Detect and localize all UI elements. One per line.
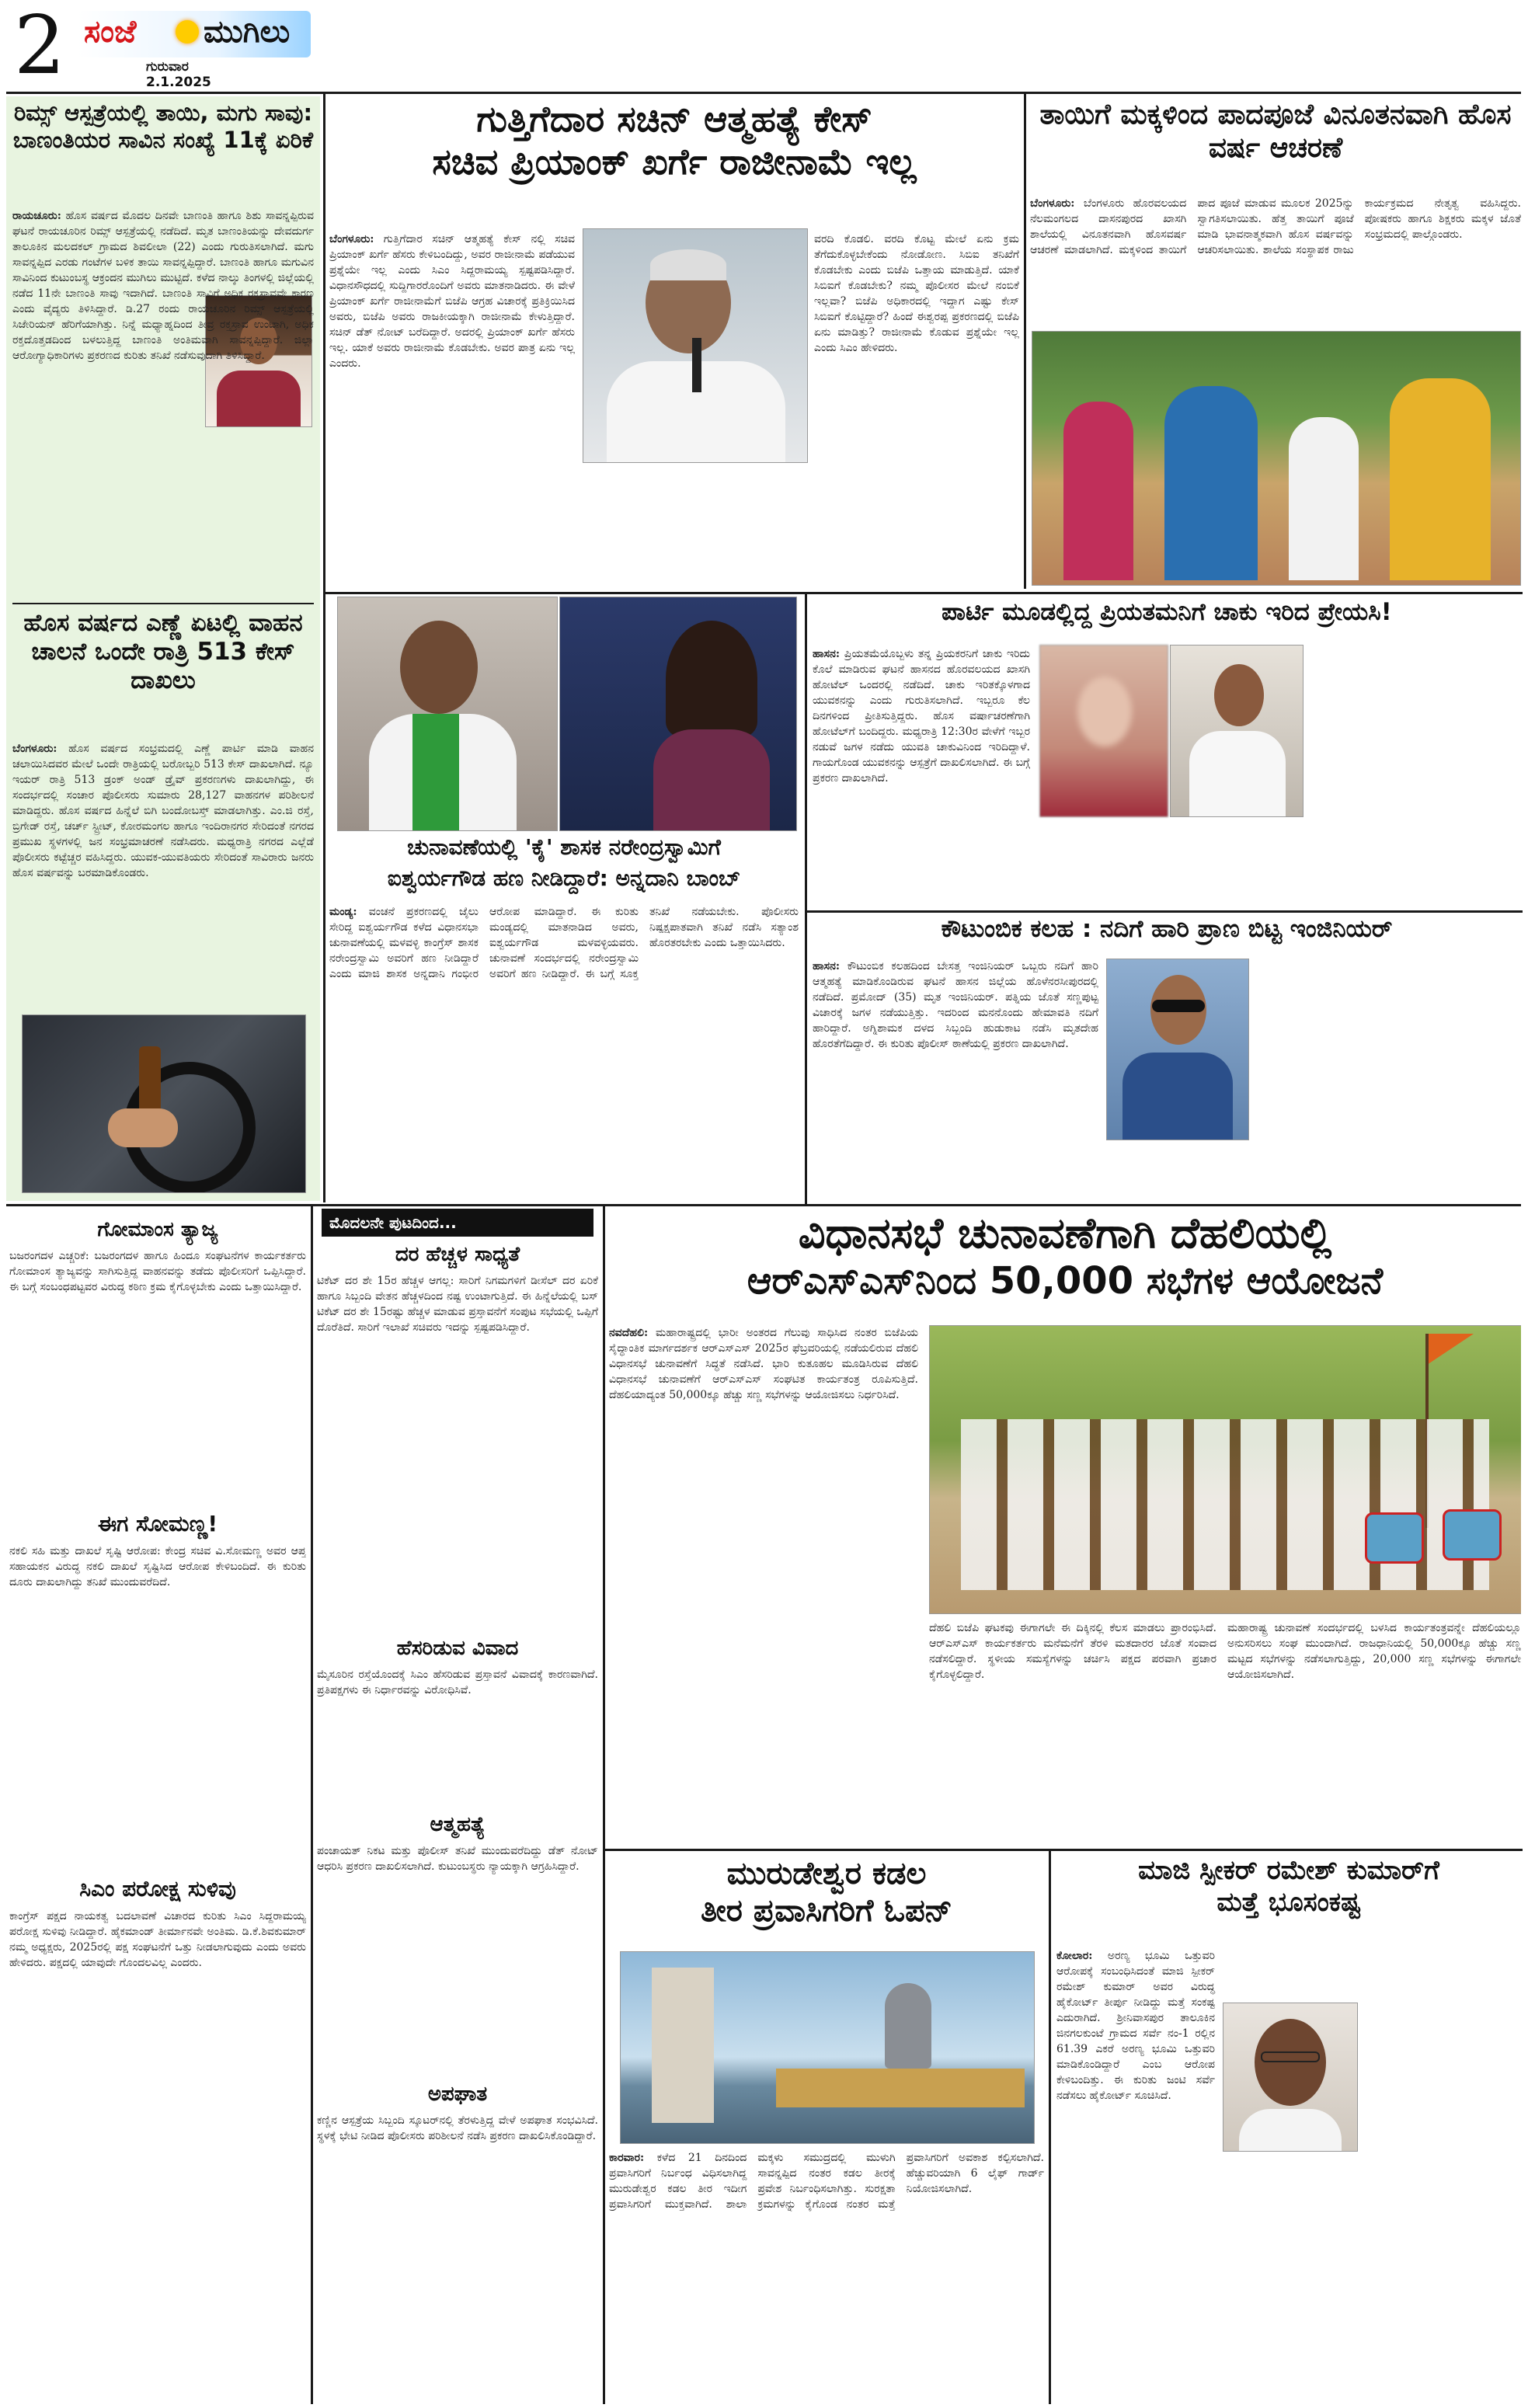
text-drink: ಹೊಸ ವರ್ಷದ ಸಂಭ್ರಮದಲ್ಲಿ ಎಣ್ಣೆ ಪಾರ್ಟಿ ಮಾಡಿ ವಾಹನ ಚಲಾಯಿಸಿದವರ ಮೇಲೆ ಒಂದೇ ರಾತ್ರಿಯಲ್ಲಿ ಬರೋಬ್ಬರಿ 513 ಕೇಸ್ ದಾಖಲಾಗಿದೆ. ನ್ಯೂ ಇಯರ್ ರಾತ್ರಿ 513 ಡ್ರಂಕ್ ಅಂಡ್ ಡ್ರೈವ್ ಪ್ರಕರಣಗಳು ದಾಖಲಾಗಿದ್ದು, ಈ ಸಂದರ್ಭದಲ್ಲಿ ಸಂಚಾರ ಪೊಲೀಸರು ಸುಮಾರು 28,127 ವಾಹನಗಳ ಪರಿಶೀಲನೆ ಮಾಡಿದ್ದರು. ಹೊಸ ವರ್ಷದ ಹಿನ್ನೆಲೆ ಬಿಗಿ ಬಂದೋಬಸ್ತ್ ಮಾಡಲಾಗಿತ್ತು. ಎಂ.ಜಿ ರಸ್ತೆ, ಬ್ರಿಗೇಡ್ ರಸ್ತೆ, ಚರ್ಚ್ ಸ್ಟ್ರೀಟ್, ಕೋರಮಂಗಲ ಹಾಗೂ ಇಂದಿರಾನಗರ ಸೇರಿದಂತೆ ನಗರದ ಪ್ರಮುಖ ಸ್ಥಳಗಳಲ್ಲಿ ಜನ ಸಂಭ್ರಮಾಚರಣೆ ನಡೆಸಿದರು. ಮಧ್ಯರಾತ್ರಿ ನಗರದ ಎಲ್ಲೆಡೆ ಪೊಲೀಸರು ಕಟ್ಟೆಚ್ಚರ ವಹಿಸಿದ್ದರು. ಯುವಕ-ಯುವತಿಯರು ಸೇರಿದಂತೆ ಸಾವಿರಾರು ಜನರು ಹೊಸ ವರ್ಷವನ್ನು ಬರಮಾಡಿಕೊಂಡರು. [12, 743, 314, 879]
rule-top [6, 92, 1521, 94]
hair-shape [666, 621, 757, 737]
body-ramesh [1056, 1948, 1215, 2404]
shirt-shape [1239, 2109, 1342, 2151]
story-engineer [813, 915, 1521, 1201]
dateline-sachin: ಬೆಂಗಳೂರು: [329, 233, 374, 245]
headline-murud-l2: ತೀರ ಪ್ರವಾಸಿಗರಿಗೆ ಓಪನ್ [701, 1893, 952, 1929]
body-ramesh-right [1364, 1948, 1521, 2404]
text-rss-left: ಮಹಾರಾಷ್ಟ್ರದಲ್ಲಿ ಭಾರೀ ಅಂತರದ ಗೆಲುವು ಸಾಧಿಸಿದ ನಂತರ ಬಿಜೆಪಿಯ ಸೈದ್ಧಾಂತಿಕ ಮಾರ್ಗದರ್ಶಕ ಆರ್‌ಎಸ್‌ಎಸ್ 2025ರ ಫೆಬ್ರವರಿಯಲ್ಲಿ ನಡೆಯಲಿರುವ ದೆಹಲಿ ವಿಧಾನಸಭೆ ಚುನಾವಣೆಗೆ ಸಿದ್ಧತೆ ನಡೆಸಿದೆ. ಭಾರಿ ಕುತೂಹಲ ಮೂಡಿಸಿರುವ ದೆಹಲಿ ವಿಧಾನಸಭೆ ಚುನಾವಣೆಗೆ ಆರ್‌ಎಸ್‌ಎಸ್ ಸಂಘಟಿತ ಕಾರ್ಯತಂತ್ರ ರೂಪಿಸುತ್ತಿದೆ. ದೆಹಲಿಯಾದ್ಯಂತ 50,000ಕ್ಕೂ ಹೆಚ್ಚು ಸಣ್ಣ ಸಭೆಗಳನ್ನು ಆಯೋಜಿಸಲು ನಿರ್ಧರಿಸಿದೆ. [609, 1327, 919, 1401]
body-rss-left [609, 1325, 918, 1846]
glasses-shape [1261, 2051, 1320, 2062]
head-shape [1255, 2019, 1326, 2106]
headline-party-stab: ಪಾರ್ಟಿ ಮೂಡಲ್ಲಿದ್ದ ಪ್ರಿಯತಮನಿಗೆ ಚಾಕು ಇರಿದ ಪ್ರೇಯಸಿ! [942, 598, 1392, 626]
page-number: 2 [14, 6, 66, 90]
headline-drink: ಹೊಸ ವರ್ಷದ ಎಣ್ಣೆ ಏಟಲ್ಲಿ ವಾಹನ ಚಾಲನೆ ಒಂದೇ ರಾತ್ರಿ 513 ಕೇಸ್ ದಾಖಲು [23, 609, 303, 695]
rule-mid1 [323, 592, 1523, 594]
body-party-right [1310, 646, 1521, 907]
story-murudeshwar [609, 1855, 1044, 2404]
flag-icon [1427, 1334, 1474, 1365]
story-newyear-drink [12, 609, 314, 1013]
rule-right-mid [805, 910, 1523, 913]
photo-engineer [1106, 959, 1249, 1140]
body-party-left [813, 646, 1030, 907]
date: 2.1.2025 [146, 75, 211, 90]
dateline-ramesh: ಕೋಲಾರ: [1056, 1950, 1093, 1962]
rule-bottom-mid [603, 1204, 605, 2404]
photo-rss-march [929, 1325, 1521, 1614]
mic-icon [692, 338, 701, 392]
body-naming-row: ಮೈಸೂರಿನ ರಸ್ತೆಯೊಂದಕ್ಕೆ ಸಿಎಂ ಹೆಸರಿಡುವ ಪ್ರಸ್ತಾವನೆ ವಿವಾದಕ್ಕೆ ಕಾರಣವಾಗಿದೆ. ಪ್ರತಿಪಕ್ಷಗಳು ಈ ನಿರ್ಧಾರವನ್ನು ವಿರೋಧಿಸಿವೆ. [317, 1669, 598, 1696]
headline-padapuja: ತಾಯಿಗೆ ಮಕ್ಕಳಿಂದ ಪಾದಪೂಜೆ ವಿನೂತನವಾಗಿ ಹೊಸ ವರ್ಷ ಆಚರಣೆ [1039, 99, 1512, 165]
text-ramesh: ಅರಣ್ಯ ಭೂಮಿ ಒತ್ತುವರಿ ಆರೋಪಕ್ಕೆ ಸಂಬಂಧಿಸಿದಂತೆ ಮಾಜಿ ಸ್ಪೀಕರ್ ರಮೇಶ್ ಕುಮಾರ್ ಅವರ ವಿರುದ್ಧ ಹೈಕೋರ್ಟ್ ತೀರ್ಪು ನೀಡಿದ್ದು ಮತ್ತೆ ಸಂಕಷ್ಟ ಎದುರಾಗಿದೆ. ಶ್ರೀನಿವಾಸಪುರ ತಾಲೂಕಿನ ಜಿನಗಲಕುಂಟೆ ಗ್ರಾಮದ ಸರ್ವೆ ನಂ-1 ರಲ್ಲಿನ 61.39 ಎಕರೆ ಅರಣ್ಯ ಭೂಮಿ ಒತ್ತುವರಿ ಮಾಡಿಕೊಂಡಿದ್ದಾರೆ ಎಂಬ ಆರೋಪ ಕೇಳಿಬಂದಿತ್ತು. ಈ ಕುರಿತು ಜಂಟಿ ಸರ್ವೆ ನಡೆಸಲು ಹೈಕೋರ್ಟ್ ಸೂಚಿಸಿದೆ. [1056, 1950, 1215, 2102]
story-aishwarya [329, 597, 799, 1201]
body-padapuja [1030, 196, 1521, 328]
drum-icon [1365, 1512, 1424, 1564]
head-shape [400, 621, 478, 714]
text-engineer: ಕೌಟುಂಬಿಕ ಕಲಹದಿಂದ ಬೇಸತ್ತ ಇಂಜಿನಿಯರ್ ಒಬ್ಬರು ನದಿಗೆ ಹಾರಿ ಆತ್ಮಹತ್ಯೆ ಮಾಡಿಕೊಂಡಿರುವ ಘಟನೆ ಹಾಸನ ಜಿಲ್ಲೆಯ ಹೊಳೆನರಸೀಪುರದಲ್ಲಿ ನಡೆದಿದೆ. ಪ್ರಮೋದ್ (35) ಮೃತ ಇಂಜಿನಿಯರ್. ಪತ್ನಿಯ ಜೊತೆ ಸಣ್ಣಪುಟ್ಟ ವಿಚಾರಕ್ಕೆ ಜಗಳ ನಡೆಯುತ್ತಿತ್ತು. ಇದರಿಂದ ಮನನೊಂದು ಹೇಮಾವತಿ ನದಿಗೆ ಹಾರಿದ್ದಾರೆ. ಅಗ್ನಿಶಾಮಕ ದಳದ ಸಿಬ್ಬಂದಿ ಹುಡುಕಾಟ ನಡೆಸಿ ಮೃತದೇಹ ಹೊರತೆಗೆದಿದ್ದಾರೆ. ಈ ಕುರಿತು ಪೊಲೀಸ್ ಠಾಣೆಯಲ್ಲಿ ಪ್ರಕರಣ ದಾಖಲಾಗಿದೆ. [813, 960, 1099, 1050]
person-shape-2 [1164, 386, 1258, 580]
headline-gomamsa: ಗೋಮಾಂಸ ತ್ಯಾಜ್ಯ [97, 1218, 218, 1241]
story-sachin [329, 98, 1019, 589]
rule-bottom-h [603, 1849, 1523, 1851]
dateline-murud: ಕಾರವಾರ: [609, 2152, 645, 2164]
dateline-padapuja: ಬೆಂಗಳೂರು: [1030, 197, 1075, 210]
headline-aishwarya-l1: ಚುನಾವಣೆಯಲ್ಲಿ 'ಕೈ' ಶಾಸಕ ನರೇಂದ್ರಸ್ವಾಮಿಗೆ [407, 834, 721, 860]
photo-narendraswamy [337, 597, 558, 831]
headline-rims: ರಿಮ್ಸ್ ಆಸ್ಪತ್ರೆಯಲ್ಲಿ ತಾಯಿ, ಮಗು ಸಾವು: ಬಾಣಂತಿಯರ ಸಾವಿನ ಸಂಖ್ಯೆ 11ಕ್ಕೆ ಏರಿಕೆ [12, 99, 314, 153]
head-shape [1214, 664, 1264, 726]
text-aishwarya: ವಂಚನೆ ಪ್ರಕರಣದಲ್ಲಿ ಜೈಲು ಸೇರಿದ್ದ ಐಶ್ವರ್ಯಗೌಡ ಕಳೆದ ವಿಧಾನಸಭಾ ಚುನಾವಣೆಯಲ್ಲಿ ಮಳವಳ್ಳಿ ಕಾಂಗ್ರೆಸ್ ಶಾಸಕ ನರೇಂದ್ರಸ್ವಾಮಿ ಅವರಿಗೆ ಹಣ ನೀಡಿದ್ದಾರೆ ಎಂದು ಮಾಜಿ ಶಾಸಕ ಅನ್ನದಾನಿ ಗಂಭೀರ ಆರೋಪ ಮಾಡಿದ್ದಾರೆ. ಈ ಕುರಿತು ಮಂಡ್ಯದಲ್ಲಿ ಮಾತನಾಡಿದ ಅವರು, ಐಶ್ವರ್ಯಗೌಡ ಮಳವಳ್ಳಿಯವರು. ಚುನಾವಣೆ ಸಂದರ್ಭದಲ್ಲಿ ನರೇಂದ್ರಸ್ವಾಮಿ ಅವರಿಗೆ ಹಣ ನೀಡಿದ್ದಾರೆ. ಈ ಬಗ್ಗೆ ಸೂಕ್ತ ತನಿಖೆ ನಡೆಯಬೇಕು. ಪೊಲೀಸರು ನಿಷ್ಪಕ್ಷಪಾತವಾಗಿ ತನಿಖೆ ನಡೆಸಿ ಸತ್ಯಾಂಶ ಹೊರತರಬೇಕು ಎಂದು ಒತ್ತಾಯಿಸಿದರು. [329, 906, 799, 980]
masthead [6, 6, 317, 90]
dateline-rss: ನವದೆಹಲಿ: [609, 1327, 649, 1339]
story-rss [609, 1209, 1521, 1846]
body-drink [12, 741, 314, 1013]
headline-somanna: ಈಗ ಸೋಮಣ್ಣ! [97, 1511, 218, 1536]
bottom-left-col [9, 1212, 306, 2404]
headline-sachin-l1: ಗುತ್ತಿಗೆದಾರ ಸಚಿನ್ ಆತ್ಮಹತ್ಯೆ ಕೇಸ್ [476, 98, 872, 140]
headline-ramesh-l2: ಮತ್ತೆ ಭೂಸಂಕಷ್ಟ [1216, 1886, 1361, 1918]
photo-padapuja [1032, 331, 1521, 586]
shirt-shape [1123, 1053, 1233, 1140]
dateline-drink: ಬೆಂಗಳೂರು: [12, 743, 57, 755]
body-party-bottom [1039, 820, 1302, 907]
rule-mid2 [6, 1204, 1521, 1206]
rule-mid-col [805, 592, 807, 1206]
headline-suicide: ಆತ್ಮಹತ್ಯೆ [430, 1813, 486, 1836]
brand-logo [78, 11, 311, 57]
story-padapuja [1030, 98, 1521, 589]
brand-right: ಮುಗಿಲು [204, 14, 291, 50]
body-aishwarya [329, 904, 799, 1199]
scarf-shape [412, 714, 459, 830]
headline-cm-hint: ಸಿಎಂ ಪರೋಕ್ಷ ಸುಳಿವು [79, 1876, 236, 1902]
body-rss-bottom-left: ದೆಹಲಿ ಬಿಜೆಪಿ ಘಟಕವು ಈಗಾಗಲೇ ಈ ದಿಕ್ಕಿನಲ್ಲಿ ಕೆಲಸ ಮಾಡಲು ಪ್ರಾರಂಭಿಸಿದೆ. ಆರ್‌ಎಸ್‌ಎಸ್ ಕಾರ್ಯಕರ್ತರು ಮನೆಮನೆಗೆ ತೆರಳಿ ಮತದಾರರ ಜೊತೆ ಸಂವಾದ ನಡೆಸಲಿದ್ದಾರೆ. ಸ್ಥಳೀಯ ಸಮಸ್ಯೆಗಳನ್ನು ಚರ್ಚಿಸಿ ಪಕ್ಷದ ಪರವಾಗಿ ಪ್ರಚಾರ ಕೈಗೊಳ್ಳಲಿದ್ದಾರೆ. [929, 1622, 1216, 1681]
story-ramesh-kumar [1056, 1855, 1521, 2404]
text-padapuja: ಬೆಂಗಳೂರು ಹೊರವಲಯದ ನೆಲಮಂಗಲದ ದಾಸನಪುರದ ಖಾಸಗಿ ಶಾಲೆಯಲ್ಲಿ ವಿನೂತನವಾಗಿ ಹೊಸವರ್ಷ ಆಚರಣೆ ಮಾಡಲಾಗಿದೆ. ಮಕ್ಕಳಿಂದ ತಾಯಿಗೆ ಪಾದ ಪೂಜೆ ಮಾಡುವ ಮೂಲಕ 2025ನ್ನು ಸ್ವಾಗತಿಸಲಾಯಿತು. ಹೆತ್ತ ತಾಯಿಗೆ ಪೂಜೆ ಮಾಡಿ ಭಾವನಾತ್ಮಕವಾಗಿ ಹೊಸ ವರ್ಷವನ್ನು ಆಚರಿಸಲಾಯಿತು. ಶಾಲೆಯ ಸಂಸ್ಥಾಪಕ ರಾಜು ಕಾರ್ಯಕ್ರಮದ ನೇತೃತ್ವ ವಹಿಸಿದ್ದರು. ಪೋಷಕರು ಹಾಗೂ ಶಿಕ್ಷಕರು ಮಕ್ಕಳ ಜೊತೆ ಸಂಭ್ರಮದಲ್ಲಿ ಪಾಲ್ಗೊಂಡರು. [1030, 197, 1521, 256]
continued-column [317, 1209, 598, 2404]
drum-icon [1443, 1509, 1502, 1561]
brand-left: ಸಂಜೆ [84, 14, 137, 50]
body-murud [609, 2150, 1044, 2404]
body-somanna: ನಕಲಿ ಸಹಿ ಮತ್ತು ದಾಖಲೆ ಸೃಷ್ಟಿ ಆರೋಪ: ಕೇಂದ್ರ ಸಚಿವ ವಿ.ಸೋಮಣ್ಣ ಅವರ ಆಪ್ತ ಸಹಾಯಕನ ವಿರುದ್ಧ ನಕಲಿ ದಾಖಲೆ ಸೃಷ್ಟಿಸಿದ ಆರೋಪ ಕೇಳಿಬಂದಿದೆ. ಈ ಕುರಿತು ದೂರು ದಾಖಲಾಗಿದ್ದು ತನಿಖೆ ಮುಂದುವರೆದಿದೆ. [9, 1545, 306, 1589]
text-rims: ಹೊಸ ವರ್ಷದ ಮೊದಲ ದಿನವೇ ಬಾಣಂತಿ ಹಾಗೂ ಶಿಶು ಸಾವನ್ನಪ್ಪಿರುವ ಘಟನೆ ರಾಯಚೂರಿನ ರಿಮ್ಸ್ ಆಸ್ಪತ್ರೆಯಲ್ಲಿ ನಡೆದಿದೆ. ಮೃತ ಬಾಣಂತಿಯನ್ನು ದೇವದುರ್ಗ ತಾಲೂಕಿನ ಮಲದಕಲ್ ಗ್ರಾಮದ ಶಿವಲೀಲಾ (22) ಎಂದು ಗುರುತಿಸಲಾಗಿದೆ. ಮಗು ಸಾವನ್ನಪ್ಪಿದ ಎರಡು ಗಂಟೆಗಳ ಬಳಿಕ ತಾಯಿ ಸಾವನ್ನಪ್ಪಿದ್ದಾರೆ. ಬಾಣಂತಿ ಹಾಗೂ ಮಗುವಿನ ಸಾವಿನಿಂದ ಕುಟುಂಬಸ್ಥ ಆಕ್ರಂದನ ಮುಗಿಲು ಮುಟ್ಟಿದೆ. ಕಳೆದ ನಾಲ್ಕು ತಿಂಗಳಲ್ಲಿ ಜಿಲ್ಲೆಯಲ್ಲಿ ನಡೆದ 11ನೇ ಬಾಣಂತಿ ಸಾವು ಇದಾಗಿದೆ. ಬಾಣಂತಿ ಸಾವಿಗೆ ಅಧಿಕ ರಕ್ತಸ್ರಾವವೇ ಕಾರಣ ಎಂದು ವೈದ್ಯರು ತಿಳಿಸಿದ್ದಾರೆ. ಡಿ.27 ರಂದು ರಾಯಚೂರಿನ ರಿಮ್ಸ್ ಆಸ್ಪತ್ರೆಯಲ್ಲಿ ಸಿಜೇರಿಯನ್ ಹೆರಿಗೆಯಾಗಿತ್ತು. ನಿನ್ನೆ ಮಧ್ಯಾಹ್ನದಿಂದ ತೀವ್ರ ರಕ್ತಸ್ರಾವ ಉಂಟಾಗಿ, ಅಧಿಕ ರಕ್ತದೊತ್ತಡದಿಂದ ಬಳಲುತ್ತಿದ್ದ ಬಾಣಂತಿ ಅಂತಿಮವಾಗಿ ಸಾವನ್ನಪ್ಪಿದ್ದಾರೆ. ಜಿಲ್ಲಾ ಆರೋಗ್ಯಾಧಿಕಾರಿಗಳು ಪ್ರಕರಣದ ಕುರಿತು ತನಿಖೆ ನಡೆಸುವುದಾಗಿ ತಿಳಿಸಿದ್ದಾರೆ. [12, 210, 314, 362]
dateline-aishwarya: ಮಂಡ್ಯ: [329, 906, 357, 918]
person-shape-4 [1390, 378, 1491, 580]
text-party: ಪ್ರಿಯತಮೆಯೊಬ್ಬಳು ತನ್ನ ಪ್ರಿಯಕರನಿಗೆ ಚಾಕು ಇರಿದು ಕೊಲೆ ಮಾಡಿರುವ ಘಟನೆ ಹಾಸನದ ಹೊರವಲಯದ ಖಾಸಗಿ ಹೋಟೆಲ್ ಒಂದರಲ್ಲಿ ನಡೆದಿದೆ. ಚಾಕು ಇರಿತಕ್ಕೊಳಗಾದ ಯುವಕನನ್ನು ಎಂದು ಗುರುತಿಸಲಾಗಿದೆ. ಇಬ್ಬರೂ ಕೆಲ ದಿನಗಳಿಂದ ಪ್ರೀತಿಸುತ್ತಿದ್ದರು. ಹೊಸ ವರ್ಷಾಚರಣೆಗಾಗಿ ಹೋಟೆಲ್‌ಗೆ ಬಂದಿದ್ದರು. ಮಧ್ಯರಾತ್ರಿ 12:30ರ ವೇಳೆಗೆ ಇಬ್ಬರ ನಡುವೆ ಜಗಳ ನಡೆದು ಯುವತಿ ಚಾಕುವಿನಿಂದ ಇರಿದಿದ್ದಾಳೆ. ಗಾಯಗೊಂಡ ಯುವಕನನ್ನು ಆಸ್ಪತ್ರೆಗೆ ದಾಖಲಿಸಲಾಗಿದೆ. ಈ ಬಗ್ಗೆ ಪ್ರಕರಣ ದಾಖಲಾಗಿದೆ. [813, 648, 1031, 785]
body-rims [12, 208, 314, 604]
headline-naming-row: ಹೆಸರಿಡುವ ವಿವಾದ [396, 1637, 519, 1660]
body-suicide: ಪಂಚಾಯತ್ ನಿಕಟ ಮತ್ತು ಪೊಲೀಸ್ ತನಿಖೆ ಮುಂದುವರೆದಿದ್ದು ಡೆತ್ ನೋಟ್ ಆಧರಿಸಿ ಪ್ರಕರಣ ದಾಖಲಿಸಲಾಗಿದೆ. ಕುಟುಂಬಸ್ಥರು ನ್ಯಾಯಕ್ಕಾಗಿ ಆಗ್ರಹಿಸಿದ್ದಾರೆ. [317, 1845, 598, 1873]
dateline-engineer: ಹಾಸನ: [813, 960, 841, 973]
shirt-shape [1189, 731, 1286, 816]
body-cm-hint: ಕಾಂಗ್ರೆಸ್ ಪಕ್ಷದ ನಾಯಕತ್ವ ಬದಲಾವಣೆ ವಿಚಾರದ ಕುರಿತು ಸಿಎಂ ಸಿದ್ದರಾಮಯ್ಯ ಪರೋಕ್ಷ ಸುಳಿವು ನೀಡಿದ್ದಾರೆ. ಹೈಕಮಾಂಡ್ ತೀರ್ಮಾನವೇ ಅಂತಿಮ. ಡಿ.ಕೆ.ಶಿವಕುಮಾರ್ ನಮ್ಮ ಅಧ್ಯಕ್ಷರು, 2025ರಲ್ಲಿ ಪಕ್ಷ ಸಂಘಟನೆಗೆ ಒತ್ತು ನೀಡಲಾಗುವುದು ಎಂದು ಅವರು ಹೇಳಿದರು. ಪಕ್ಷದಲ್ಲಿ ಯಾವುದೇ ಗೊಂದಲವಿಲ್ಲ ಎಂದರು. [9, 1910, 306, 1969]
rule-bottom-left [311, 1204, 313, 2404]
body-accident: ಕಣ್ಣಿನ ಆಸ್ಪತ್ರೆಯ ಸಿಬ್ಬಂದಿ ಸ್ಕೂಟರ್‌ನಲ್ಲಿ ತೆರಳುತ್ತಿದ್ದ ವೇಳೆ ಅಪಘಾತ ಸಂಭವಿಸಿದೆ. ಸ್ಥಳಕ್ಕೆ ಭೇಟಿ ನೀಡಿದ ಪೊಲೀಸರು ಪರಿಶೀಲನೆ ನಡೆಸಿ ಪ್ರಕರಣ ದಾಖಲಿಸಿಕೊಂಡಿದ್ದಾರೆ. [317, 2114, 598, 2142]
photo-man [1170, 645, 1303, 817]
headline-rss-l2: ಆರ್‌ಎಸ್‌ಎಸ್‌ನಿಂದ 50,000 ಸಭೆಗಳ ಆಯೋಜನೆ [747, 1258, 1384, 1303]
continued-label: ಮೊದಲನೇ ಪುಟದಿಂದ... [322, 1209, 593, 1237]
text-sachin-left: ಗುತ್ತಿಗೆದಾರ ಸಚಿನ್ ಆತ್ಮಹತ್ಯೆ ಕೇಸ್ ನಲ್ಲಿ ಸಚಿವ ಪ್ರಿಯಾಂಕ್ ಖರ್ಗೆ ಹೆಸರು ಕೇಳಿಬಂದಿದ್ದು, ಅವರ ರಾಜೀನಾಮೆ ಪಡೆಯುವ ಪ್ರಶ್ನೆಯೇ ಇಲ್ಲ ಎಂದು ಸಿಎಂ ಸಿದ್ದರಾಮಯ್ಯ ಸ್ಪಷ್ಟಪಡಿಸಿದ್ದಾರೆ. ವಿಧಾನಸೌಧದಲ್ಲಿ ಸುದ್ದಿಗಾರರೊಂದಿಗೆ ಅವರು ಮಾತನಾಡಿದರು. ಈ ವೇಳೆ ಪ್ರಿಯಾಂಕ್ ಖರ್ಗೆ ರಾಜೀನಾಮೆಗೆ ಬಿಜೆಪಿ ಆಗ್ರಹ ವಿಚಾರಕ್ಕೆ ಪ್ರತಿಕ್ರಿಯಿಸಿದ ಅವರು, ಬಿಜೆಪಿ ಅವರು ರಾಜಕೀಯಕ್ಕಾಗಿ ರಾಜೀನಾಮೆ ಕೇಳುತ್ತಿದ್ದಾರೆ. ಸಚಿನ್ ಡೆತ್ ನೋಟ್ ಬರೆದಿದ್ದಾರೆ. ಅದರಲ್ಲಿ ಪ್ರಿಯಾಂಕ್ ಖರ್ಗೆ ಹೆಸರು ಇಲ್ಲ. ಯಾಕೆ ಅವರು ರಾಜೀನಾಮೆ ಕೊಡಬೇಕು. ಅವರ ಪಾತ್ರ ಏನು ಇಲ್ಲ ಎಂದರು. [329, 233, 575, 370]
statue-shape [885, 1983, 931, 2069]
body-sachin-right [814, 231, 1019, 589]
sunglasses-shape [1152, 1000, 1205, 1012]
face-shape [1077, 677, 1132, 746]
headline-murud-l1: ಮುರುಡೇಶ್ವರ ಕಡಲ [726, 1856, 927, 1891]
dateline-rims: ರಾಯಚೂರು: [12, 210, 61, 222]
headline-price-hike: ದರ ಹೆಚ್ಚಳ ಸಾಧ್ಯತೆ [395, 1243, 520, 1266]
headline-aishwarya-l2: ಐಶ್ವರ್ಯಗೌಡ ಹಣ ನೀಡಿದ್ದಾರೆ: ಅನ್ನದಾನಿ ಬಾಂಬ್ [387, 865, 741, 891]
photo-murudeshwar [620, 1951, 1035, 2144]
rule-bottom-right [1049, 1849, 1051, 2404]
body-price-hike: ಟಿಕೆಟ್ ದರ ಶೇ 15ರ ಹೆಚ್ಚಳ ಆಗಲ್ಲ: ಸಾರಿಗೆ ನಿಗಮಗಳಿಗೆ ಡೀಸೆಲ್ ದರ ಏರಿಕೆ ಹಾಗೂ ಸಿಬ್ಬಂದಿ ವೇತನ ಹೆಚ್ಚಳದಿಂದ ನಷ್ಟ ಉಂಟಾಗುತ್ತಿದೆ. ಈ ಹಿನ್ನೆಲೆಯಲ್ಲಿ ಬಸ್ ಟಿಕೆಟ್ ದರ ಶೇ 15ರಷ್ಟು ಹೆಚ್ಚಳ ಮಾಡುವ ಪ್ರಸ್ತಾವನೆಗೆ ಸಂಪುಟ ಸಭೆಯಲ್ಲಿ ಒಪ್ಪಿಗೆ ದೊರೆತಿದೆ. ಸಾರಿಗೆ ಇಲಾಖೆ ಸಚಿವರು ಇದನ್ನು ಸ್ಪಷ್ಟಪಡಿಸಿದ್ದಾರೆ. [317, 1275, 598, 1334]
body-gomamsa: ಬಜರಂಗದಳ ಎಚ್ಚರಿಕೆ: ಬಜರಂಗದಳ ಹಾಗೂ ಹಿಂದೂ ಸಂಘಟನೆಗಳ ಕಾರ್ಯಕರ್ತರು ಗೋಮಾಂಸ ತ್ಯಾಜ್ಯವನ್ನು ಸಾಗಿಸುತ್ತಿದ್ದ ವಾಹನವನ್ನು ತಡೆದು ಪೊಲೀಸರಿಗೆ ಒಪ್ಪಿಸಿದ್ದಾರೆ. ಈ ಬಗ್ಗೆ ಸಂಬಂಧಪಟ್ಟವರ ವಿರುದ್ಧ ಕಠಿಣ ಕ್ರಮ ಕೈಗೊಳ್ಳಬೇಕು ಎಂದು ಒತ್ತಾಯಿಸಿದ್ದಾರೆ. [9, 1250, 306, 1293]
photo-ramesh-kumar [1223, 2003, 1358, 2152]
text-murud: ಕಳೆದ 21 ದಿನದಿಂದ ಪ್ರವಾಸಿಗರಿಗೆ ನಿರ್ಬಂಧ ವಿಧಿಸಲಾಗಿದ್ದ ಮುರುಡೇಶ್ವರ ಕಡಲ ತೀರ ಇದೀಗ ಪ್ರವಾಸಿಗರಿಗೆ ಮುಕ್ತವಾಗಿದೆ. ಶಾಲಾ ಮಕ್ಕಳು ಸಮುದ್ರದಲ್ಲಿ ಮುಳುಗಿ ಸಾವನ್ನಪ್ಪಿದ ನಂತರ ಕಡಲ ತೀರಕ್ಕೆ ಪ್ರವೇಶ ನಿರ್ಬಂಧಿಸಲಾಗಿತ್ತು. ಸುರಕ್ಷತಾ ಕ್ರಮಗಳನ್ನು ಕೈಗೊಂಡ ನಂತರ ಮತ್ತೆ ಪ್ರವಾಸಿಗರಿಗೆ ಅವಕಾಶ ಕಲ್ಪಿಸಲಾಗಿದೆ. ಹೆಚ್ಚುವರಿಯಾಗಿ 6 ಲೈಫ್ ಗಾರ್ಡ್ ನಿಯೋಜಿಸಲಾಗಿದೆ. [609, 2152, 1044, 2211]
rule-left-sep [12, 603, 314, 604]
body-rss-bottom-right: ಮಹಾರಾಷ್ಟ್ರ ಚುನಾವಣೆ ಸಂದರ್ಭದಲ್ಲಿ ಬಳಸಿದ ಕಾರ್ಯತಂತ್ರವನ್ನೇ ದೆಹಲಿಯಲ್ಲೂ ಅನುಸರಿಸಲು ಸಂಘ ಮುಂದಾಗಿದೆ. ರಾಜಧಾನಿಯಲ್ಲಿ 50,000ಕ್ಕೂ ಹೆಚ್ಚು ಸಣ್ಣ ಮಟ್ಟದ ಸಭೆಗಳನ್ನು ನಡೆಸಲಾಗುತ್ತಿದ್ದು, 20,000 ಸಣ್ಣ ಸಭೆಗಳನ್ನು ಈಗಾಗಲೇ ಆಯೋಜಿಸಲಾಗಿದೆ. [1227, 1622, 1521, 1681]
tower-shape [652, 1968, 714, 2123]
hair-shape [650, 249, 726, 280]
body-engineer-right [1257, 959, 1521, 1201]
headline-engineer: ಕೌಟುಂಬಿಕ ಕಲಹ : ನದಿಗೆ ಹಾರಿ ಪ್ರಾಣ ಬಿಟ್ಟ ಇಂಜಿನಿಯರ್ [941, 915, 1393, 943]
photo-woman-blurred [1039, 645, 1168, 817]
headline-accident: ಅಪಘಾತ [427, 2083, 488, 2106]
person-shape-1 [1063, 402, 1133, 580]
headline-rss-l1: ವಿಧಾನಸಭೆ ಚುನಾವಣೆಗಾಗಿ ದೆಹಲಿಯಲ್ಲಿ [798, 1209, 1332, 1258]
body-sachin-left [329, 231, 575, 589]
rule-right-col [1024, 92, 1026, 589]
dress-shape [653, 729, 770, 830]
photo-drunk-driving [22, 1014, 306, 1193]
weekday: ಗುರುವಾರ [146, 59, 189, 75]
marcher-row [961, 1419, 1489, 1590]
dateline-party: ಹಾಸನ: [813, 648, 841, 660]
story-party-stab [813, 598, 1521, 907]
headline-sachin-l2: ಸಚಿವ ಪ್ರಿಯಾಂಕ್ ಖರ್ಗೆ ರಾಜೀನಾಮೆ ಇಲ್ಲ [432, 141, 917, 183]
text-sachin-right: ವರದಿ ಕೊಡಲಿ. ವರದಿ ಕೊಟ್ಟ ಮೇಲೆ ಏನು ಕ್ರಮ ತೆಗೆದುಕೊಳ್ಳಬೇಕೆಂದು ನೋಡೋಣ. ಸಿಬಿಐ ತನಿಖೆಗೆ ಕೊಡಬೇಕು ಎಂದು ಬಿಜೆಪಿ ಒತ್ತಾಯ ಮಾಡುತ್ತಿದೆ. ಯಾಕೆ ಸಿಬಿಐಗೆ ಕೊಡಬೇಕು? ನಮ್ಮ ಪೊಲೀಸರ ಮೇಲೆ ನಂಬಿಕೆ ಇಲ್ಲವಾ? ಬಿಜೆಪಿ ಅಧಿಕಾರದಲ್ಲಿ ಇದ್ದಾಗ ಎಷ್ಟು ಕೇಸ್ ಸಿಬಿಐಗೆ ಕೊಟ್ಟಿದ್ದಾರೆ? ಹಿಂದೆ ಈಶ್ವರಪ್ಪ ಪ್ರಕರಣದಲ್ಲಿ ಬಿಜೆಪಿ ಏನು ಮಾಡಿತ್ತು? ರಾಜೀನಾಮೆ ಕೊಡುವ ಪ್ರಶ್ನೆಯೇ ಇಲ್ಲ ಎಂದು ಸಿಎಂ ಹೇಳಿದರು. [814, 233, 1019, 354]
photo-aishwarya [559, 597, 797, 831]
headline-ramesh-l1: ಮಾಜಿ ಸ್ಪೀಕರ್ ರಮೇಶ್ ಕುಮಾರ್‌ಗೆ [1138, 1855, 1439, 1886]
buildings-shape [776, 2069, 1025, 2107]
sun-icon [176, 20, 199, 43]
story-rims [12, 99, 314, 604]
hand-shape [108, 1108, 178, 1147]
rule-left-col [323, 92, 325, 1202]
photo-siddaramaiah [583, 228, 808, 463]
person-shape-3 [1289, 417, 1359, 580]
body-engineer [813, 959, 1098, 1201]
